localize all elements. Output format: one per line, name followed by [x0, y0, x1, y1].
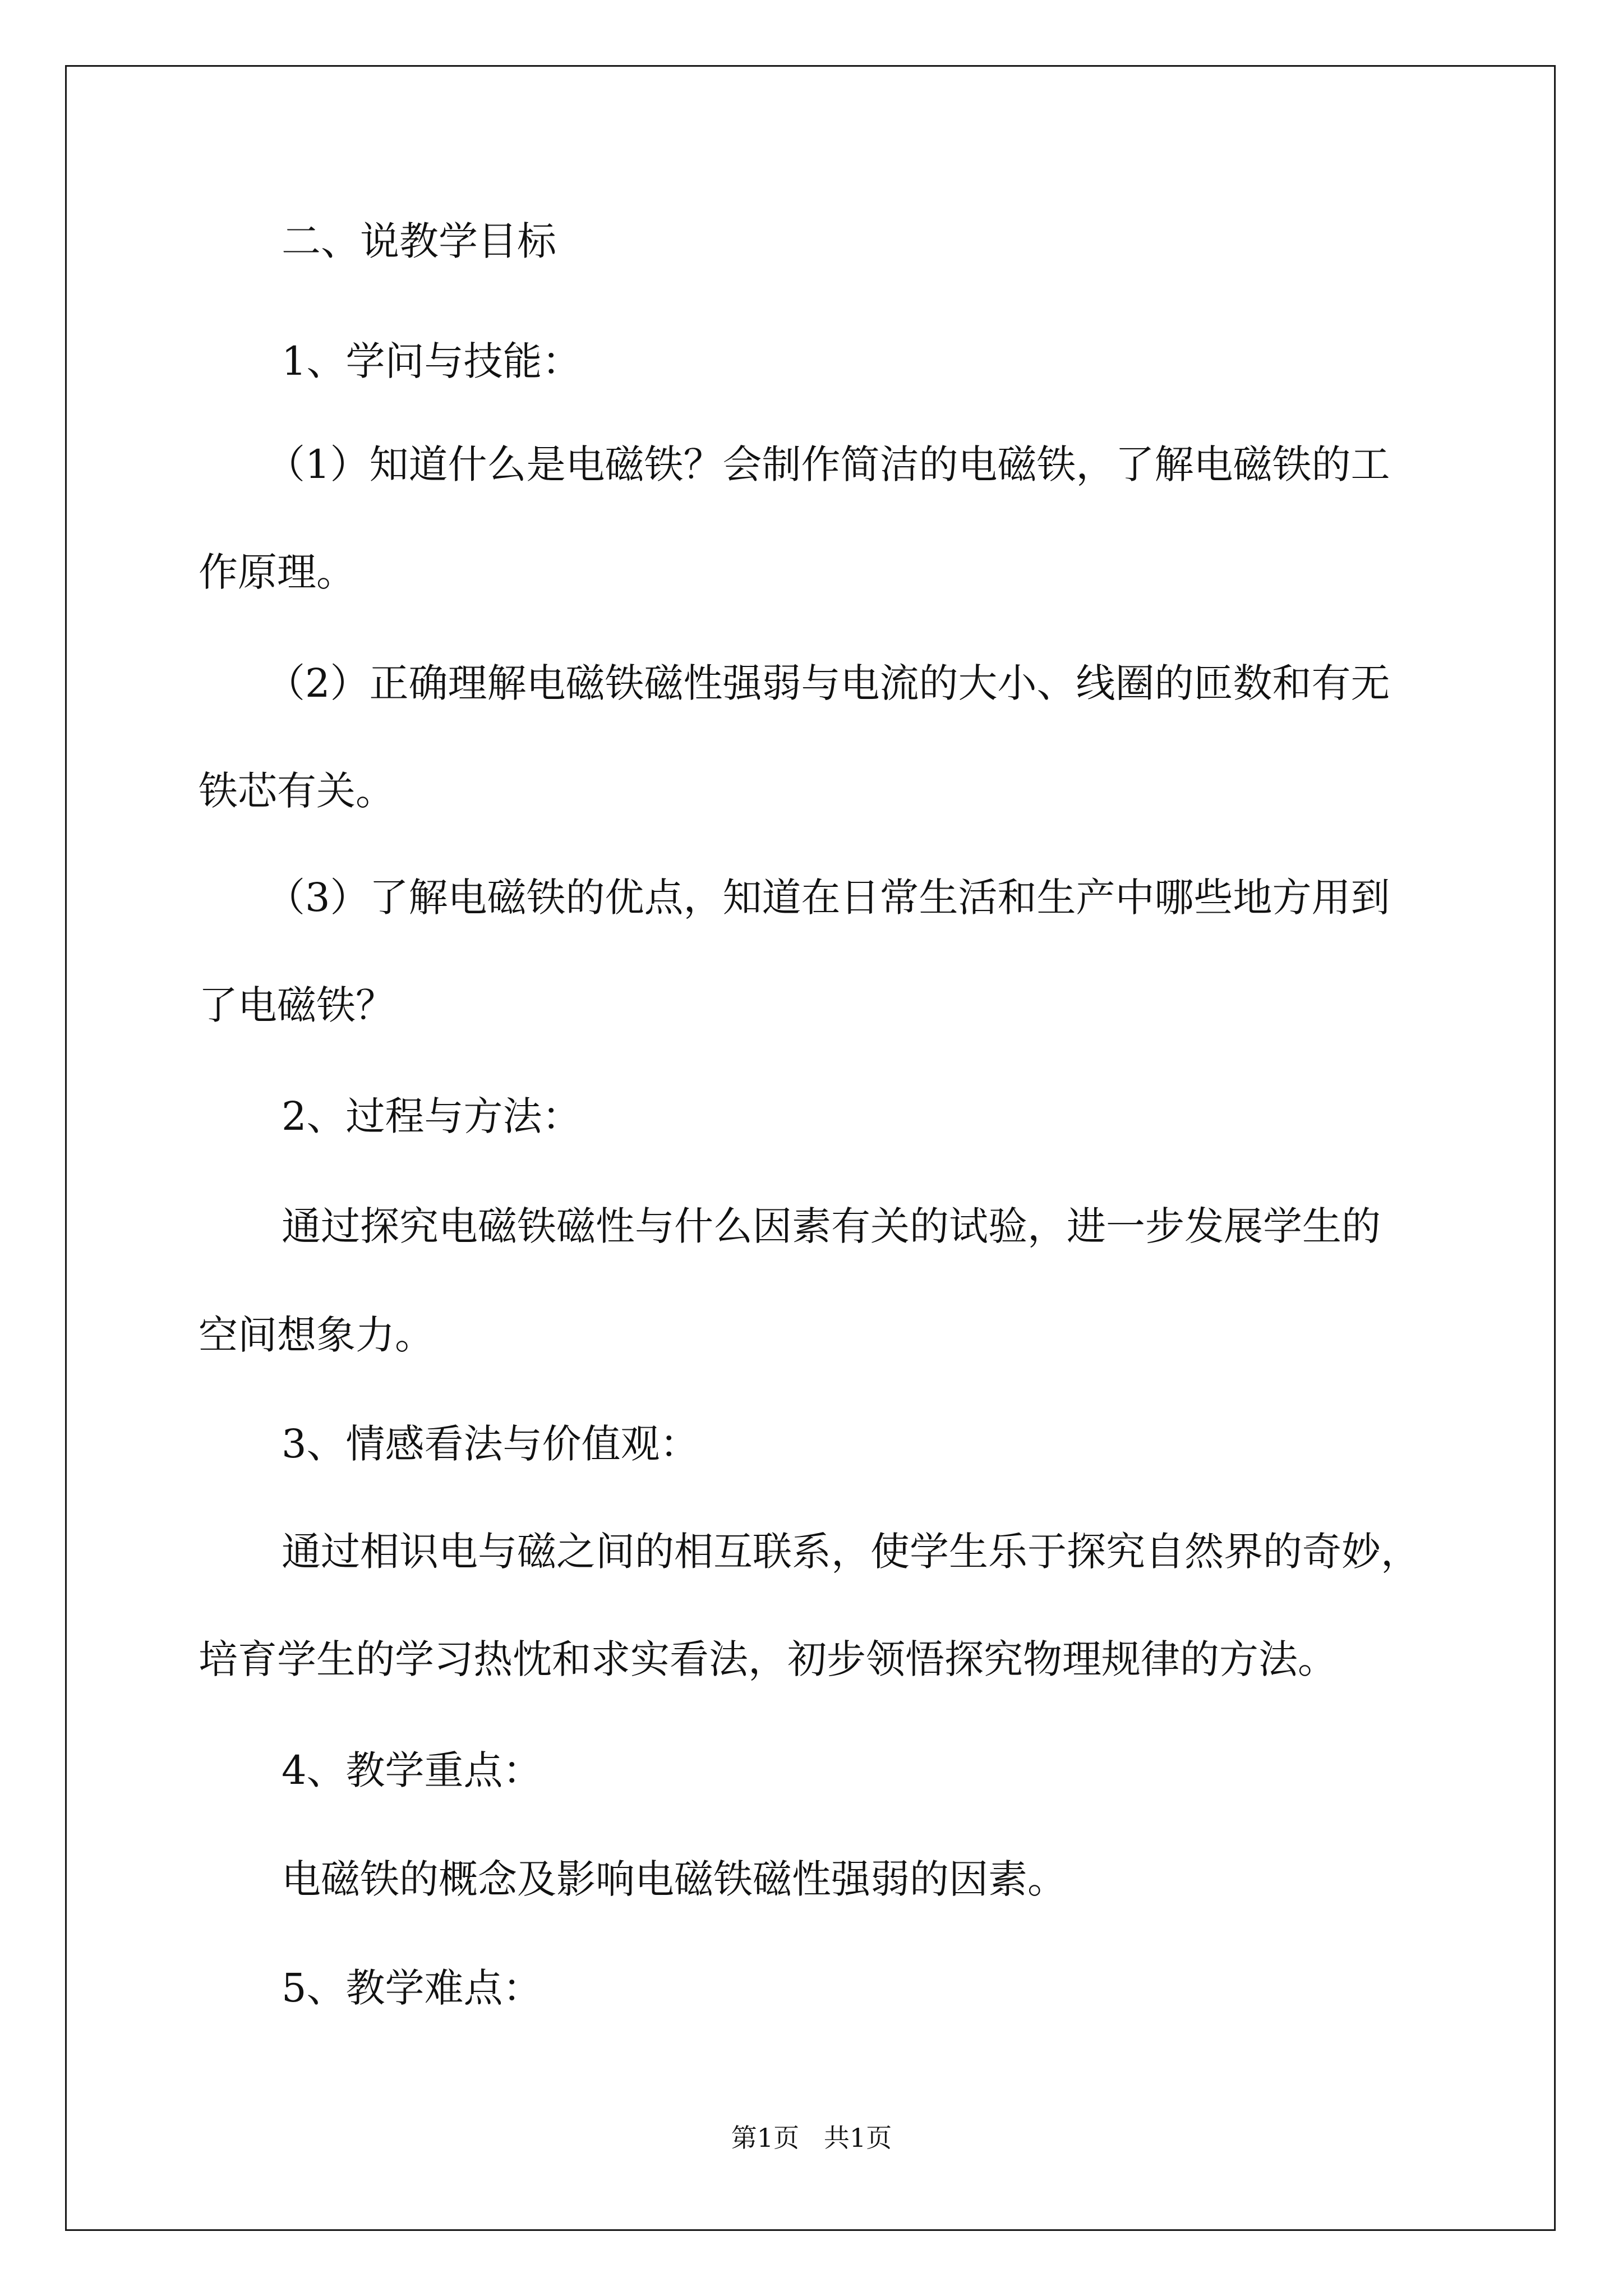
- subsection-heading: 5、教学难点：: [282, 1965, 542, 2011]
- paragraph-line: （2）正确理解电磁铁磁性强弱与电流的大小、线圈的匝数和有无: [266, 660, 1390, 706]
- subsection-heading: 2、过程与方法：: [282, 1093, 582, 1139]
- subsection-heading: 3、情感看法与价值观：: [282, 1421, 699, 1467]
- section-heading: 二、说教学目标: [282, 218, 556, 264]
- paragraph-line: 培育学生的学习热忱和求实看法，初步领悟探究物理规律的方法。: [199, 1636, 1337, 1682]
- paragraph-line: 作原理。: [199, 549, 356, 595]
- paragraph-line: （3）了解电磁铁的优点，知道在日常生活和生产中哪些地方用到: [266, 875, 1390, 921]
- page-number-footer: 第1页 共1页: [731, 2123, 892, 2153]
- paragraph-line: 空间想象力。: [199, 1312, 434, 1358]
- subsection-heading: 1、学问与技能：: [282, 338, 582, 384]
- paragraph-line: 电磁铁的概念及影响电磁铁磁性强弱的因素。: [282, 1856, 1067, 1902]
- paragraph-line: 了电磁铁？: [199, 982, 395, 1028]
- paragraph-line: 通过相识电与磁之间的相互联系，使学生乐于探究自然界的奇妙，: [282, 1529, 1420, 1575]
- subsection-heading: 4、教学重点：: [282, 1747, 542, 1793]
- paragraph-line: 铁芯有关。: [199, 768, 395, 814]
- page-border: [65, 65, 1556, 2231]
- paragraph-line: 通过探究电磁铁磁性与什么因素有关的试验，进一步发展学生的: [282, 1203, 1381, 1249]
- paragraph-line: （1）知道什么是电磁铁？会制作简洁的电磁铁，了解电磁铁的工: [266, 441, 1390, 487]
